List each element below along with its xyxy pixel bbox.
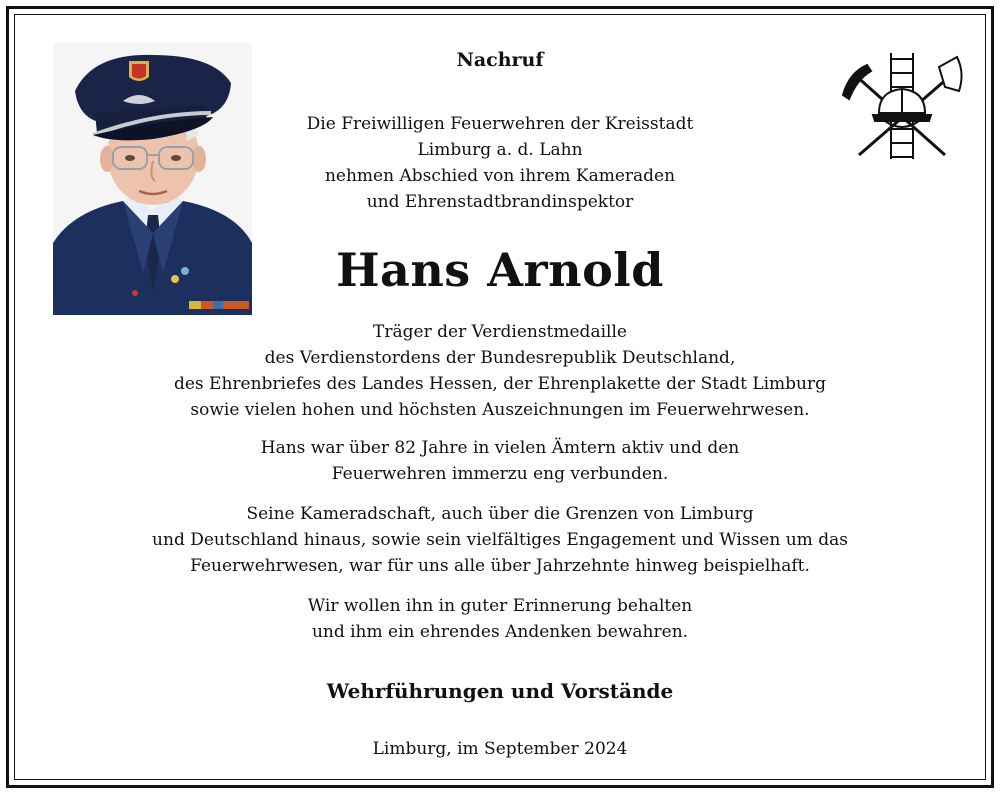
notice-heading: Nachruf [456, 49, 544, 71]
remembrance-paragraph [15, 593, 985, 645]
paragraph-line: Hans war über 82 Jahre in vielen Ämtern aktiv und den [260, 438, 740, 458]
paragraph-line: Seine Kameradschaft, auch über die Grenzen von Limburg [246, 504, 754, 524]
intro-line: Die Freiwilligen Feuerwehren der Kreisstadt [306, 114, 694, 134]
paragraph-line: und Deutschland hinaus, sowie sein vielfältiges Engagement und Wissen um das [152, 530, 848, 550]
intro-line: Limburg a. d. Lahn [417, 140, 583, 160]
intro-line: und Ehrenstadtbrandinspektor [366, 192, 634, 212]
paragraph-line: und ihm ein ehrendes Andenken bewahren. [311, 622, 689, 642]
paragraph-line: Feuerwehrwesen, war für uns alle über Jahrzehnte hinweg beispielhaft. [190, 556, 810, 576]
paragraph-line: des Ehrenbriefes des Landes Hessen, der Ehrenplakette der Stadt Limburg [173, 374, 827, 394]
honors-paragraph [15, 319, 985, 423]
signature: Wehrführungen und Vorstände [326, 679, 674, 703]
intro-text [15, 111, 985, 215]
service-paragraph [15, 435, 985, 487]
paragraph-line: des Verdienstordens der Bundesrepublik Deutschland, [264, 348, 736, 368]
notice-inner-border [14, 14, 986, 780]
paragraph-line: sowie vielen hohen und höchsten Auszeichnungen im Feuerwehrwesen. [190, 400, 810, 420]
tribute-paragraph [15, 501, 985, 579]
paragraph-line: Träger der Verdienstmedaille [373, 322, 627, 342]
place-date: Limburg, im September 2024 [372, 739, 628, 759]
deceased-name: Hans Arnold [336, 243, 664, 297]
paragraph-line: Wir wollen ihn in guter Erinnerung behalten [307, 596, 693, 616]
paragraph-line: Feuerwehren immerzu eng verbunden. [331, 464, 669, 484]
intro-line: nehmen Abschied von ihrem Kameraden [324, 166, 676, 186]
notice-outer-border [6, 6, 994, 788]
